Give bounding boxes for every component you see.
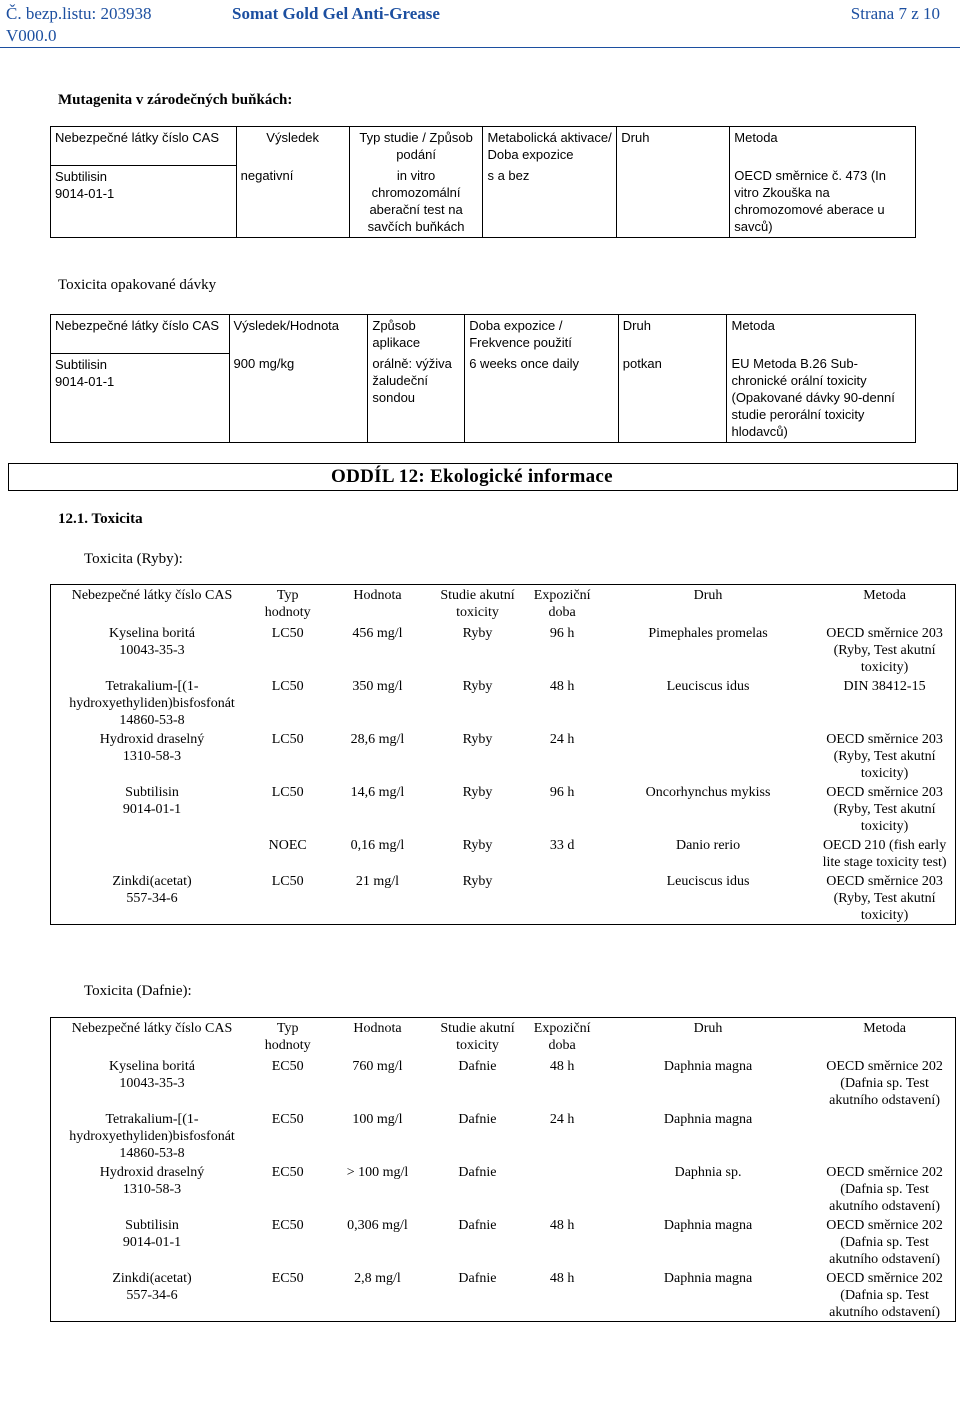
daphnia-cell-species: Daphnia magna — [663, 1112, 753, 1127]
daphnia-cell-method: OECD směrnice 202 (Dafnia sp. Test akutního odstavení) — [826, 1218, 943, 1267]
daphnia-cell-value: 760 mg/l — [352, 1059, 403, 1074]
fish-cell-method: OECD 210 (fish early lite stage toxicity test) — [822, 838, 947, 870]
fish-cell-type: LC50 — [271, 785, 304, 800]
fish-cell-method: OECD směrnice 203 (Ryby, Test akutní toxicity) — [826, 874, 943, 923]
mut-result: negativní — [240, 168, 294, 183]
fish-title: Toxicita (Ryby): — [84, 551, 183, 567]
table-row — [51, 835, 956, 871]
daphnia-cell-study: Dafnie — [458, 1059, 497, 1074]
daphnia-cell-time: 48 h — [549, 1059, 575, 1074]
fish-cell-substance: Tetrakalium-[(1-hydroxyethyliden)bisfosfonát 14860-53-8 — [69, 679, 235, 728]
mut-header-study: Typ studie / Způsob podání — [349, 127, 483, 166]
fish-cell-value: 14,6 mg/l — [350, 785, 405, 800]
mut-header-substance: Nebezpečné látky číslo CAS — [51, 127, 237, 166]
mutagenicity-table — [50, 126, 916, 238]
daphnia-cell-study: Dafnie — [458, 1165, 497, 1180]
daphnia-cell-species: Daphnia magna — [663, 1218, 753, 1233]
fish-cell-method: OECD směrnice 203 (Ryby, Test akutní toxicity) — [826, 626, 943, 675]
fish-cell-value: 456 mg/l — [352, 626, 403, 641]
fish-header-type: Typ hodnoty — [264, 588, 311, 620]
fish-header-method: Metoda — [863, 588, 906, 603]
fish-cell-substance — [51, 835, 254, 871]
section-12-bar — [8, 463, 958, 491]
fish-header-value: Hodnota — [353, 588, 402, 603]
header-divider — [0, 47, 960, 48]
mut-header-activation: Metabolická aktivace/ Doba expozice — [487, 130, 612, 162]
fish-cell-method: OECD směrnice 203 (Ryby, Test akutní toxicity) — [826, 732, 943, 781]
fish-cell-substance: Subtilisin 9014-01-1 — [122, 785, 182, 817]
daph-header-substance: Nebezpečné látky číslo CAS — [71, 1021, 233, 1036]
doc-version: V000.0 — [6, 26, 57, 45]
page-number: Strana 7 z 10 — [850, 4, 940, 23]
mut-activation: s a bez — [487, 168, 530, 183]
fish-cell-time: 96 h — [549, 785, 575, 800]
daph-header-method: Metoda — [863, 1021, 906, 1036]
rep-duration: 6 weeks once daily — [469, 356, 580, 371]
table-row — [51, 165, 916, 238]
fish-header-substance: Nebezpečné látky číslo CAS — [71, 588, 233, 603]
rep-route: orálně: výživa žaludeční sondou — [368, 353, 465, 443]
table-row — [51, 623, 956, 676]
mut-header-result: Výsledek — [266, 130, 320, 145]
daphnia-cell-value: 0,306 mg/l — [347, 1218, 408, 1233]
fish-cell-time: 96 h — [549, 626, 575, 641]
rep-header-species: Druh — [618, 315, 727, 354]
fish-cell-study: Ryby — [462, 679, 493, 694]
daphnia-cell-value: 2,8 mg/l — [354, 1271, 401, 1286]
fish-cell-time — [522, 871, 602, 925]
daphnia-cell-substance: Hydroxid draselný 1310-58-3 — [99, 1165, 205, 1197]
table-row — [51, 1056, 956, 1109]
rep-header-substance: Nebezpečné látky číslo CAS — [51, 315, 230, 354]
daphnia-cell-substance: Kyselina boritá 10043-35-3 — [109, 1059, 195, 1091]
fish-cell-time: 24 h — [549, 732, 575, 747]
fish-cell-species — [602, 729, 814, 782]
daphnia-cell-method: OECD směrnice 202 (Dafnia sp. Test akutního odstavení) — [826, 1059, 943, 1108]
section-12-1-title: 12.1. Toxicita — [58, 511, 143, 527]
section-12-title: ODDÍL 12: Ekologické informace — [331, 466, 613, 487]
fish-cell-study: Ryby — [462, 838, 493, 853]
mut-header-method: Metoda — [734, 130, 778, 145]
daphnia-cell-substance: Subtilisin 9014-01-1 — [122, 1218, 182, 1250]
fish-cell-study: Ryby — [462, 626, 493, 641]
rep-substance: Subtilisin 9014-01-1 — [51, 353, 230, 443]
daphnia-cell-value: 100 mg/l — [352, 1112, 403, 1127]
fish-cell-study: Ryby — [462, 785, 493, 800]
repeated-table — [50, 314, 916, 443]
fish-header-study: Studie akutní toxicity — [440, 588, 515, 620]
rep-species: potkan — [618, 353, 727, 443]
fish-cell-type: LC50 — [271, 874, 304, 889]
daphnia-cell-value: > 100 mg/l — [346, 1165, 409, 1180]
daphnia-cell-substance: Tetrakalium-[(1-hydroxyethyliden)bisfosfonát 14860-53-8 — [69, 1112, 235, 1161]
daphnia-cell-time: 48 h — [549, 1271, 575, 1286]
fish-cell-method: DIN 38412-15 — [843, 679, 926, 694]
daphnia-cell-study: Dafnie — [458, 1218, 497, 1233]
fish-cell-species: Leuciscus idus — [666, 874, 750, 889]
fish-table — [50, 584, 956, 925]
repeated-title: Toxicita opakované dávky — [58, 277, 217, 293]
daphnia-table — [50, 1017, 956, 1322]
table-row — [51, 676, 956, 729]
fish-cell-method: OECD směrnice 203 (Ryby, Test akutní toxicity) — [826, 785, 943, 834]
fish-cell-value: 0,16 mg/l — [350, 838, 405, 853]
daphnia-cell-type: EC50 — [271, 1271, 304, 1286]
fish-cell-time: 48 h — [549, 679, 575, 694]
daphnia-cell-type: EC50 — [271, 1059, 304, 1074]
fish-cell-value: 350 mg/l — [352, 679, 403, 694]
mut-substance: Subtilisin 9014-01-1 — [51, 165, 237, 238]
fish-cell-study: Ryby — [462, 732, 493, 747]
daphnia-cell-species: Daphnia magna — [663, 1271, 753, 1286]
fish-cell-type: LC50 — [271, 732, 304, 747]
fish-header-species: Druh — [693, 588, 723, 603]
daphnia-cell-type: EC50 — [271, 1218, 304, 1233]
fish-header-time: Expoziční doba — [533, 588, 591, 620]
daphnia-title: Toxicita (Dafnie): — [84, 983, 192, 999]
daph-header-time: Expoziční doba — [533, 1021, 591, 1053]
daph-header-study: Studie akutní toxicity — [440, 1021, 515, 1053]
fish-cell-species: Oncorhynchus mykiss — [645, 785, 771, 800]
product-title: Somat Gold Gel Anti-Grease — [232, 4, 440, 23]
table-row — [51, 871, 956, 925]
daphnia-cell-time: 48 h — [549, 1218, 575, 1233]
mutagenicity-title: Mutagenita v zárodečných buňkách: — [58, 92, 293, 108]
mut-method: OECD směrnice č. 473 (In vitro Zkouška na chromozomové aberace u savců) — [734, 168, 887, 234]
daphnia-cell-species: Daphnia magna — [663, 1059, 753, 1074]
table-row — [51, 1109, 956, 1162]
table-row — [51, 782, 956, 835]
rep-header-route: Způsob aplikace — [368, 315, 465, 354]
table-row — [51, 353, 916, 443]
daph-header-species: Druh — [693, 1021, 723, 1036]
table-row — [51, 1215, 956, 1268]
fish-cell-study: Ryby — [462, 874, 493, 889]
daphnia-cell-method: OECD směrnice 202 (Dafnia sp. Test akutního odstavení) — [826, 1165, 943, 1214]
table-row — [51, 1268, 956, 1322]
fish-cell-type: LC50 — [271, 679, 304, 694]
daphnia-cell-study: Dafnie — [458, 1112, 497, 1127]
rep-header-duration: Doba expozice / Frekvence použití — [469, 318, 572, 350]
fish-cell-time: 33 d — [549, 838, 575, 853]
fish-cell-type: NOEC — [268, 838, 307, 853]
daphnia-cell-method — [814, 1109, 955, 1162]
daphnia-cell-study: Dafnie — [458, 1271, 497, 1286]
rep-header-method: Metoda — [731, 318, 775, 333]
page-header — [0, 0, 960, 48]
doc-number: Č. bezp.listu: 203938 — [6, 4, 152, 23]
daphnia-cell-type: EC50 — [271, 1112, 304, 1127]
daphnia-cell-time — [522, 1162, 602, 1215]
fish-cell-substance: Hydroxid draselný 1310-58-3 — [99, 732, 205, 764]
rep-method: EU Metoda B.26 Sub-chronické orální toxicity (Opakované dávky 90-denní studie perorální toxicity hlodavců) — [731, 356, 895, 439]
mut-study: in vitro chromozomální aberační test na savčích buňkách — [349, 165, 483, 238]
fish-cell-species: Pimephales promelas — [648, 626, 768, 641]
table-row — [51, 729, 956, 782]
fish-cell-type: LC50 — [271, 626, 304, 641]
daphnia-cell-type: EC50 — [271, 1165, 304, 1180]
mut-header-species: Druh — [617, 127, 730, 166]
table-row — [51, 1162, 956, 1215]
daphnia-cell-species: Daphnia sp. — [674, 1165, 742, 1180]
rep-value: 900 mg/kg — [233, 356, 295, 371]
fish-cell-substance: Kyselina boritá 10043-35-3 — [109, 626, 195, 658]
fish-cell-value: 21 mg/l — [355, 874, 400, 889]
daph-header-value: Hodnota — [353, 1021, 402, 1036]
fish-cell-value: 28,6 mg/l — [350, 732, 405, 747]
daphnia-cell-method: OECD směrnice 202 (Dafnia sp. Test akutního odstavení) — [826, 1271, 943, 1320]
rep-header-value: Výsledek/Hodnota — [233, 318, 340, 333]
fish-cell-substance: Zinkdi(acetat) 557-34-6 — [112, 874, 192, 906]
daphnia-cell-substance: Zinkdi(acetat) 557-34-6 — [112, 1271, 192, 1303]
fish-cell-species: Danio rerio — [675, 838, 741, 853]
daph-header-type: Typ hodnoty — [264, 1021, 311, 1053]
daphnia-cell-time: 24 h — [549, 1112, 575, 1127]
mut-species — [617, 165, 730, 238]
fish-cell-species: Leuciscus idus — [666, 679, 750, 694]
